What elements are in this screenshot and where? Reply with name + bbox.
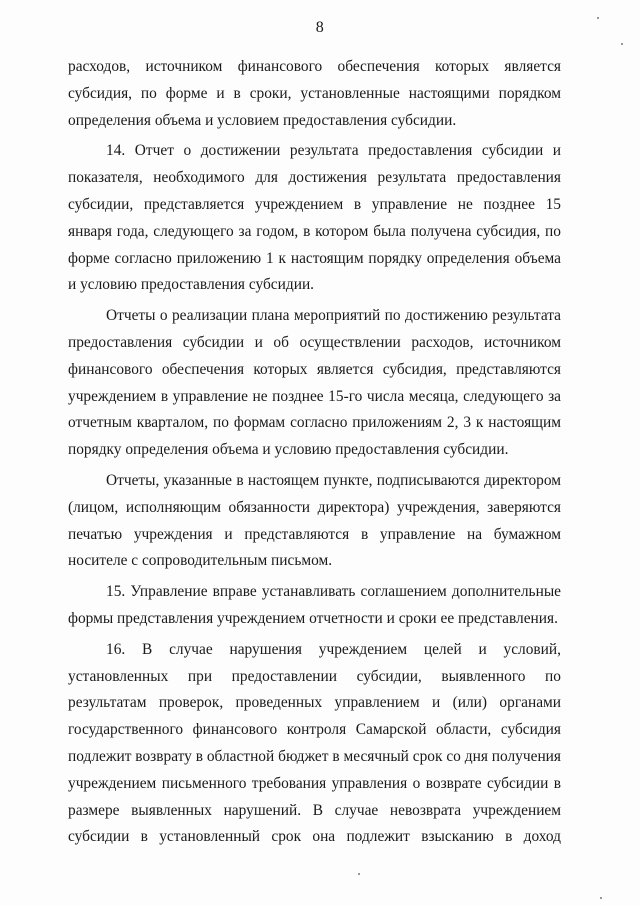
paragraph-item-14-reports: Отчеты о реализации плана мероприятий по достижению результата предоставления субсидии и об осуществлении расходов, источником финансового обеспечения которых является субсидия, представляются учреждением в управление не позднее 15-го числа месяца, следующего за отчетным кварталом, по формам согласно приложениям 2, 3 к настоящим порядку определения объема и условию предоставления субсидии. <box>68 307 561 459</box>
scan-speck <box>621 43 623 45</box>
paragraph-item-15: 15. Управление вправе устанавливать соглашением дополнительные формы представления учреждением отчетности и сроки ее представления. <box>68 583 561 627</box>
paragraph-item-14: 14. Отчет о достижении результата предоставления субсидии и показателя, необходимого для достижения результата предоставления субсидии, представляется учреждением в управление не позднее 15 января года, следующего за годом, в котором была получена субсидия, по форме согласно приложению 1 к настоящим порядку определения объема и условию предоставления субсидии. <box>68 142 561 294</box>
paragraph-item-16: 16. В случае нарушения учреждением целей и условий, установленных при предоставлении субсидии, выявленного по результатам проверок, проведенных управлением и (или) органами государственного финансового контроля Самарской области, субсидия подлежит возврату в областной бюджет в месячный срок со дня получения учреждением письменного требования управления о возврате субсидии в размере выявленных нарушений. В случае невозврата учреждением субсидии в установленный срок она подлежит взысканию в доход <box>68 640 561 846</box>
scan-speck <box>358 873 360 875</box>
page-number: 8 <box>315 19 325 36</box>
document-body <box>68 54 561 851</box>
paragraph-continuation: расходов, источником финансового обеспечения которых является субсидия, по форме и в сроки, установленные настоящими порядком определения объема и условием предоставления субсидии. <box>68 58 561 129</box>
paragraph-item-14-signing: Отчеты, указанные в настоящем пункте, подписываются директором (лицом, исполняющим обязанности директора) учреждения, заверяются печатью учреждения и представляются в управление на бумажном носителе с сопроводительным письмом. <box>68 471 561 570</box>
scan-speck <box>597 17 599 19</box>
scan-speck <box>600 897 602 899</box>
